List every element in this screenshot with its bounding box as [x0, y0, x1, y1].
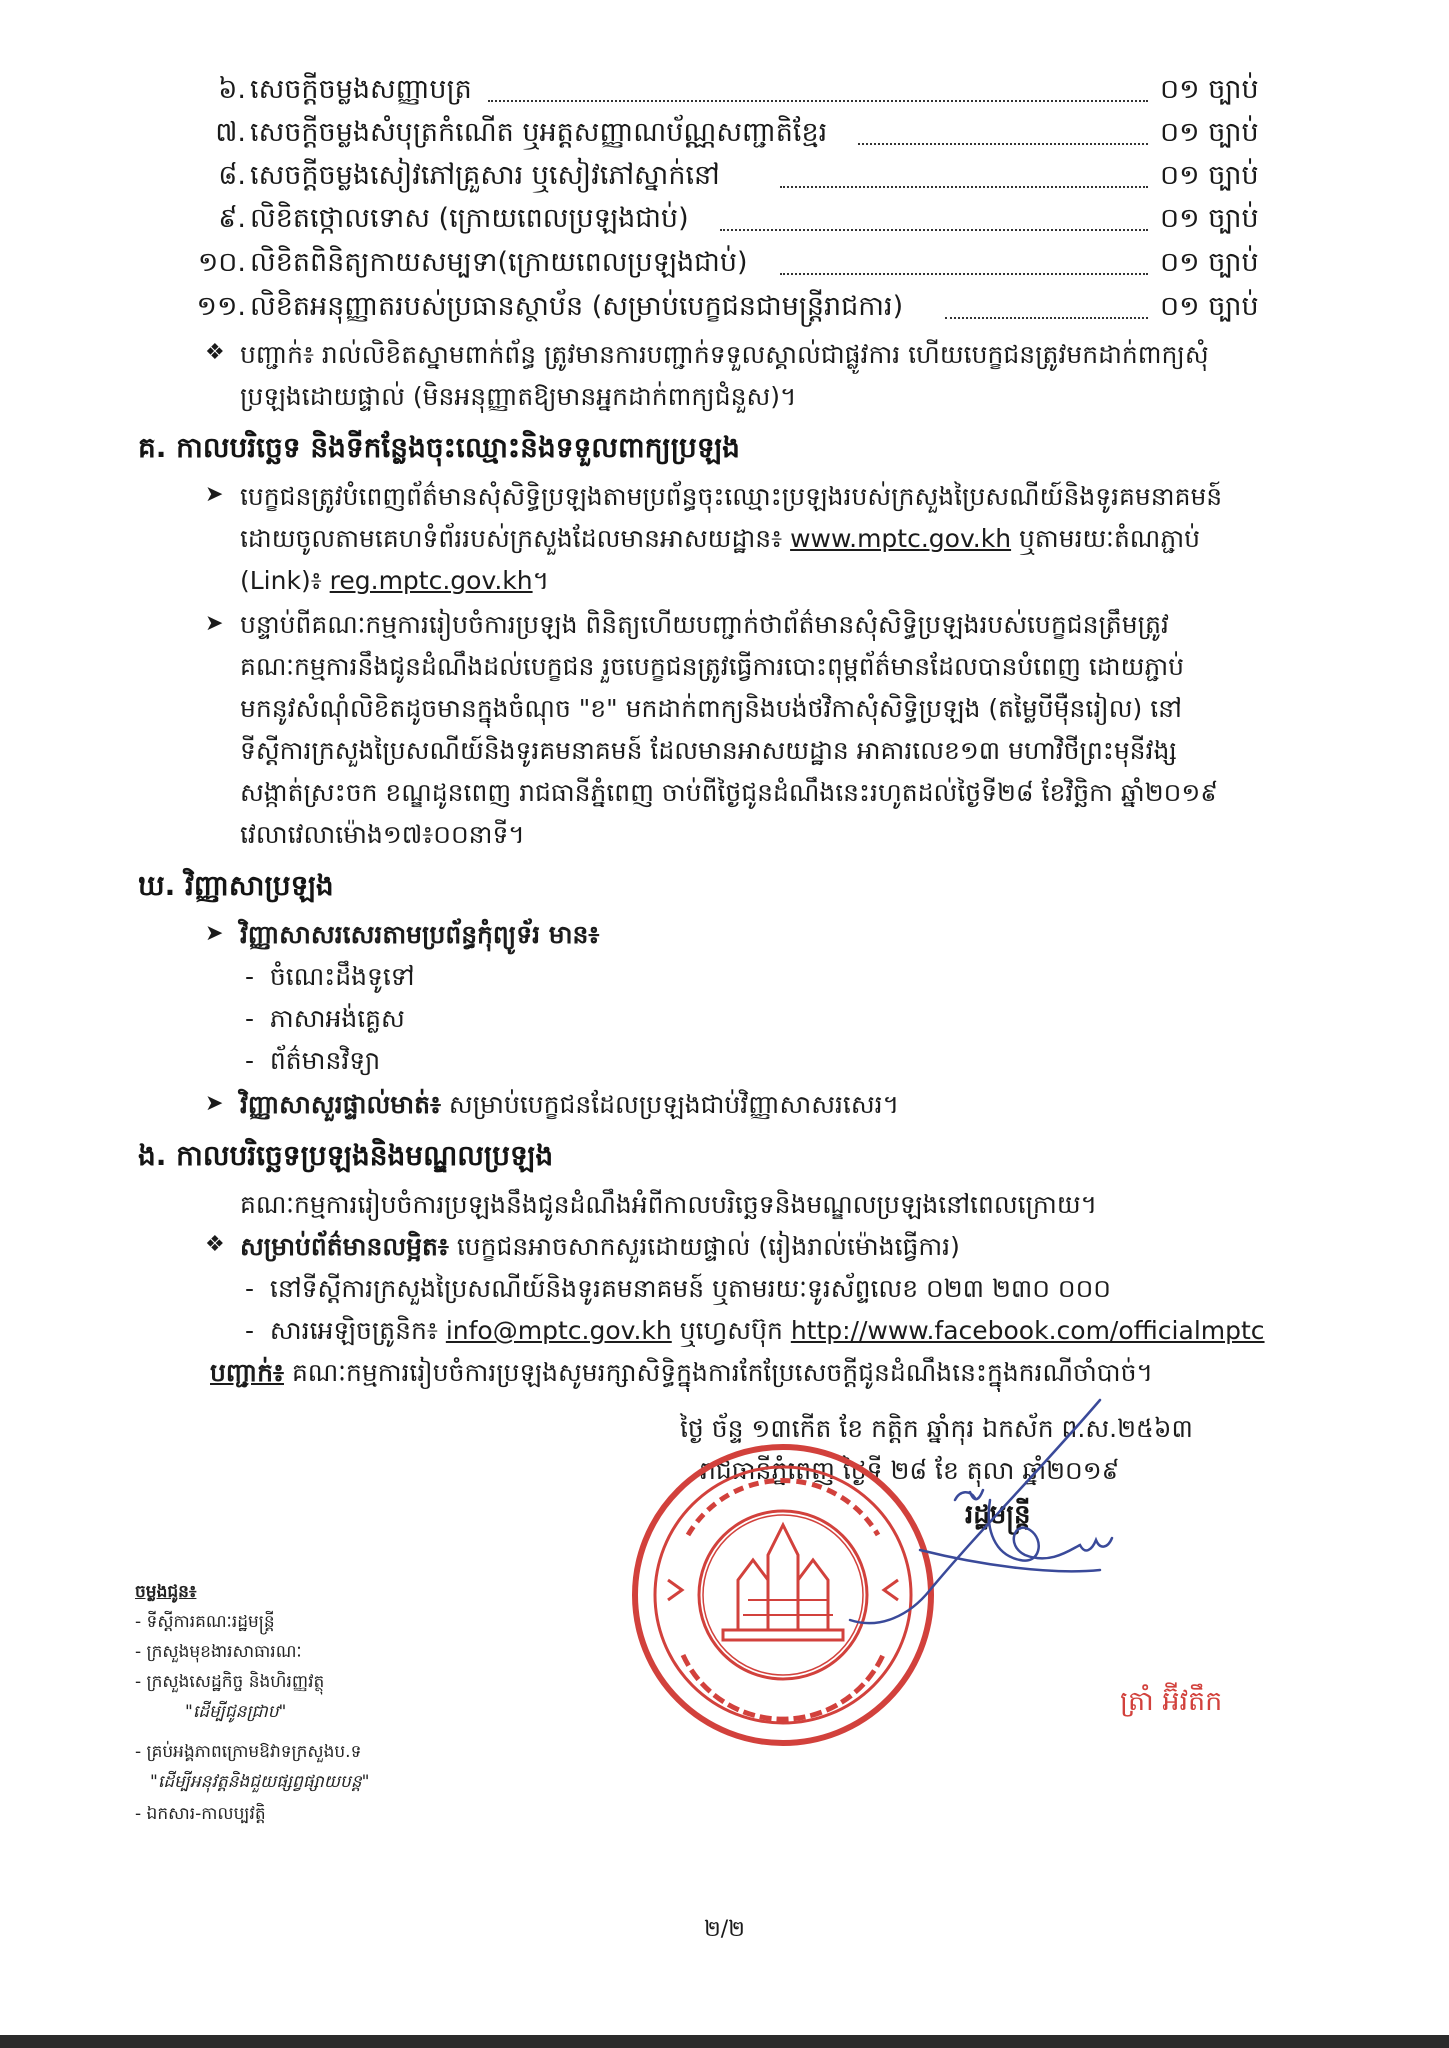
list-item: ១១. លិខិតអនុញ្ញាតរបស់ប្រធានស្ថាប័ន (សម្រាប់បេក្ខជនជាមន្ត្រីរាជការ) ០១ ច្បាប់ [196, 291, 1259, 322]
contact-line: - នៅទីស្តីការក្រសួងប្រៃសណីយ៍និងទូរគមនាគមន៍ ឬតាមរយៈទូរស័ព្ទលេខ ០២៣ ២៣០ ០០០ [245, 1274, 1111, 1303]
arrow-bullet-icon: ➤ [205, 611, 224, 636]
contact-line: - សារអេឡិចត្រូនិក៖ info@mptc.gov.kh ឬហ្វេសប៊ុក http://www.facebook.com/officialmptc [245, 1316, 1265, 1345]
note-line: ប្រឡងដោយផ្ទាល់ (មិនអនុញ្ញាតឱ្យមានអ្នកដាក់ពាក្យជំនួស)។ [240, 382, 797, 411]
paragraph-line: ទីស្តីការក្រសួងប្រៃសណីយ៍និងទូរគមនាគមន៍ ដែលមានអាសយដ្ឋាន អាគារលេខ១៣ មហាវិថីព្រះមុនីវង្ស [240, 736, 1177, 765]
handwritten-signature-icon [780, 1380, 1140, 1640]
list-item: - ចំណេះដឹងទូទៅ [245, 962, 415, 991]
facebook-link[interactable]: http://www.facebook.com/officialmptc [790, 1316, 1265, 1345]
paragraph-line: (Link)៖ reg.mptc.gov.kh។ [240, 566, 550, 595]
dotted-leader [780, 273, 1148, 275]
signatory-title: រដ្ឋមន្ត្រី [965, 1500, 1031, 1530]
scan-edge [0, 2035, 1449, 2048]
paragraph-line: វិញ្ញាសាសួរផ្ទាល់មាត់៖ សម្រាប់បេក្ខជនដែលប្រឡងជាប់វិញ្ញាសាសរសេរ។ [240, 1090, 900, 1119]
list-item: ៩. លិខិតថ្កោលទោស (ក្រោយពេលប្រឡងជាប់) ០១ ច្បាប់ [218, 203, 1259, 234]
copy-to-item: - ទីស្តីការគណៈរដ្ឋមន្ត្រី [135, 1612, 275, 1632]
section-heading: ឃ. វិញ្ញាសាប្រឡង [138, 869, 334, 902]
solar-date: រាជធានីភ្នំពេញ ថ្ងៃទី ២៨ ខែ តុលា ឆ្នាំ២០១៩ [700, 1456, 1120, 1485]
dotted-leader [488, 100, 1148, 102]
note-line: បញ្ជាក់៖ រាល់លិខិតស្នាមពាក់ព័ន្ធ ត្រូវមានការបញ្ជាក់ទទួលស្គាល់ជាផ្លូវការ ហើយបេក្ខជនត្រូវមកដាក់ពាក្យសុំ [240, 340, 1209, 369]
copy-to-label: ចម្លងជូន៖ [135, 1582, 197, 1602]
website-link[interactable]: www.mptc.gov.kh [790, 524, 1012, 553]
list-item: ៧. សេចក្តីចម្លងសំបុត្រកំណើត ឬអត្តសញ្ញាណប័ណ្ណសញ្ជាតិខ្មែរ ០១ ច្បាប់ [215, 117, 1259, 148]
copy-to-item: - គ្រប់អង្គភាពក្រោមឱវាទក្រសួងប.ទ [135, 1742, 362, 1762]
email-link[interactable]: info@mptc.gov.kh [445, 1316, 672, 1345]
list-item: - ភាសាអង់គ្លេស [245, 1004, 405, 1033]
section-heading: ង. កាលបរិច្ឆេទប្រឡងនិងមណ្ឌលប្រឡង [138, 1139, 554, 1172]
copy-to-note: "ដើម្បីជូនជ្រាប" [185, 1702, 287, 1722]
section-heading: គ. កាលបរិច្ឆេទ និងទីកន្លែងចុះឈ្មោះនិងទទួលពាក្យប្រឡង [138, 431, 740, 464]
dotted-leader [720, 229, 1148, 231]
paragraph-line: ដោយចូលតាមគេហទំព័ររបស់ក្រសួងដែលមានអាសយដ្ឋាន៖ www.mptc.gov.kh ឬតាមរយៈតំណភ្ជាប់ [240, 524, 1201, 553]
notice-line: បញ្ជាក់៖ គណៈកម្មការរៀបចំការប្រឡងសូមរក្សាសិទ្ធិក្នុងការកែប្រែសេចក្តីជូនដំណឹងនេះក្នុងករណីចាំបាច់។ [210, 1358, 1153, 1387]
paragraph-line: សម្រាប់ព័ត៌មានលម្អិត៖ បេក្ខជនអាចសាកសួរដោយផ្ទាល់ (រៀងរាល់ម៉ោងធ្វើការ) [240, 1232, 960, 1261]
registration-link[interactable]: reg.mptc.gov.kh [329, 566, 533, 595]
copy-to-item: - ឯកសារ-កាលប្បវត្តិ [135, 1804, 266, 1824]
dotted-leader [858, 143, 1148, 145]
diamond-bullet-icon: ❖ [205, 340, 225, 365]
signatory-name: ត្រាំ អ៊ីវតឹក [1120, 1686, 1223, 1717]
copy-to-item: - ក្រសួងសេដ្ឋកិច្ច និងហិរញ្ញវត្ថុ [135, 1672, 325, 1692]
list-item: ៦. សេចក្តីចម្លងសញ្ញាបត្រ ០១ ច្បាប់ [218, 74, 1259, 105]
paragraph-line: វេលាវេលាម៉ោង១៧៖០០នាទី។ [240, 820, 525, 849]
paragraph-line: បន្ទាប់ពីគណៈកម្មការរៀបចំការប្រឡង ពិនិត្យហើយបញ្ជាក់ថាព័ត៌មានសុំសិទ្ធិប្រឡងរបស់បេក្ខជនត្រឹមត្រូវ [240, 610, 1169, 639]
copy-to-note: "ដើម្បីអនុវត្តនិងជួយផ្សព្វផ្សាយបន្ត" [150, 1772, 370, 1792]
paragraph-line: គណៈកម្មការរៀបចំការប្រឡងនឹងជូនដំណឹងអំពីកាលបរិច្ឆេទនិងមណ្ឌលប្រឡងនៅពេលក្រោយ។ [240, 1190, 1098, 1219]
list-item: ៨. សេចក្តីចម្លងសៀវភៅគ្រួសារ ឬសៀវភៅស្នាក់នៅ ០១ ច្បាប់ [218, 160, 1259, 191]
page-number: ២/២ [704, 1917, 745, 1942]
copy-to-item: - ក្រសួងមុខងារសាធារណៈ [135, 1642, 302, 1662]
arrow-bullet-icon: ➤ [205, 482, 224, 507]
arrow-bullet-icon: ➤ [205, 921, 224, 946]
paragraph-line: បេក្ខជនត្រូវបំពេញព័ត៌មានសុំសិទ្ធិប្រឡងតាមប្រព័ន្ធចុះឈ្មោះប្រឡងរបស់ក្រសួងប្រៃសណីយ៍និងទូរគមនាគមន៍ [240, 482, 1223, 511]
paragraph-line: គណៈកម្មការនឹងជូនដំណឹងដល់បេក្ខជន រួចបេក្ខជនត្រូវធ្វើការបោះពុម្ពព័ត៌មានដែលបានបំពេញ ដោយភ្ជាប់ [240, 652, 1185, 681]
lunar-date: ថ្ងៃ ច័ន្ទ ១៣កើត ខែ កត្តិក ឆ្នាំកុរ ឯកស័ក ព.ស.២៥៦៣ [680, 1414, 1193, 1443]
paragraph-line: សង្កាត់ស្រះចក ខណ្ឌដូនពេញ រាជធានីភ្នំពេញ ចាប់ពីថ្ងៃជូនដំណឹងនេះរហូតដល់ថ្ងៃទី២៨ ខែវិច្ឆិកា ឆ្នាំ២០១៩ [240, 778, 1218, 807]
list-item: - ព័ត៌មានវិទ្យា [245, 1046, 381, 1075]
paragraph-line: មកនូវសំណុំលិខិតដូចមានក្នុងចំណុច "ខ" មកដាក់ពាក្យនិងបង់ថវិកាសុំសិទ្ធិប្រឡង (តម្លៃបីម៉ឺនរៀល) នៅ [240, 694, 1182, 723]
dotted-leader [780, 186, 1148, 188]
diamond-bullet-icon: ❖ [205, 1232, 225, 1257]
dotted-leader [945, 317, 1148, 319]
list-item: ១០. លិខិតពិនិត្យកាយសម្បទា(ក្រោយពេលប្រឡងជាប់) ០១ ច្បាប់ [197, 247, 1259, 278]
subsection-title: វិញ្ញាសាសរសេរតាមប្រព័ន្ធកុំព្យូទ័រ មាន៖ [240, 920, 600, 949]
arrow-bullet-icon: ➤ [205, 1091, 224, 1116]
